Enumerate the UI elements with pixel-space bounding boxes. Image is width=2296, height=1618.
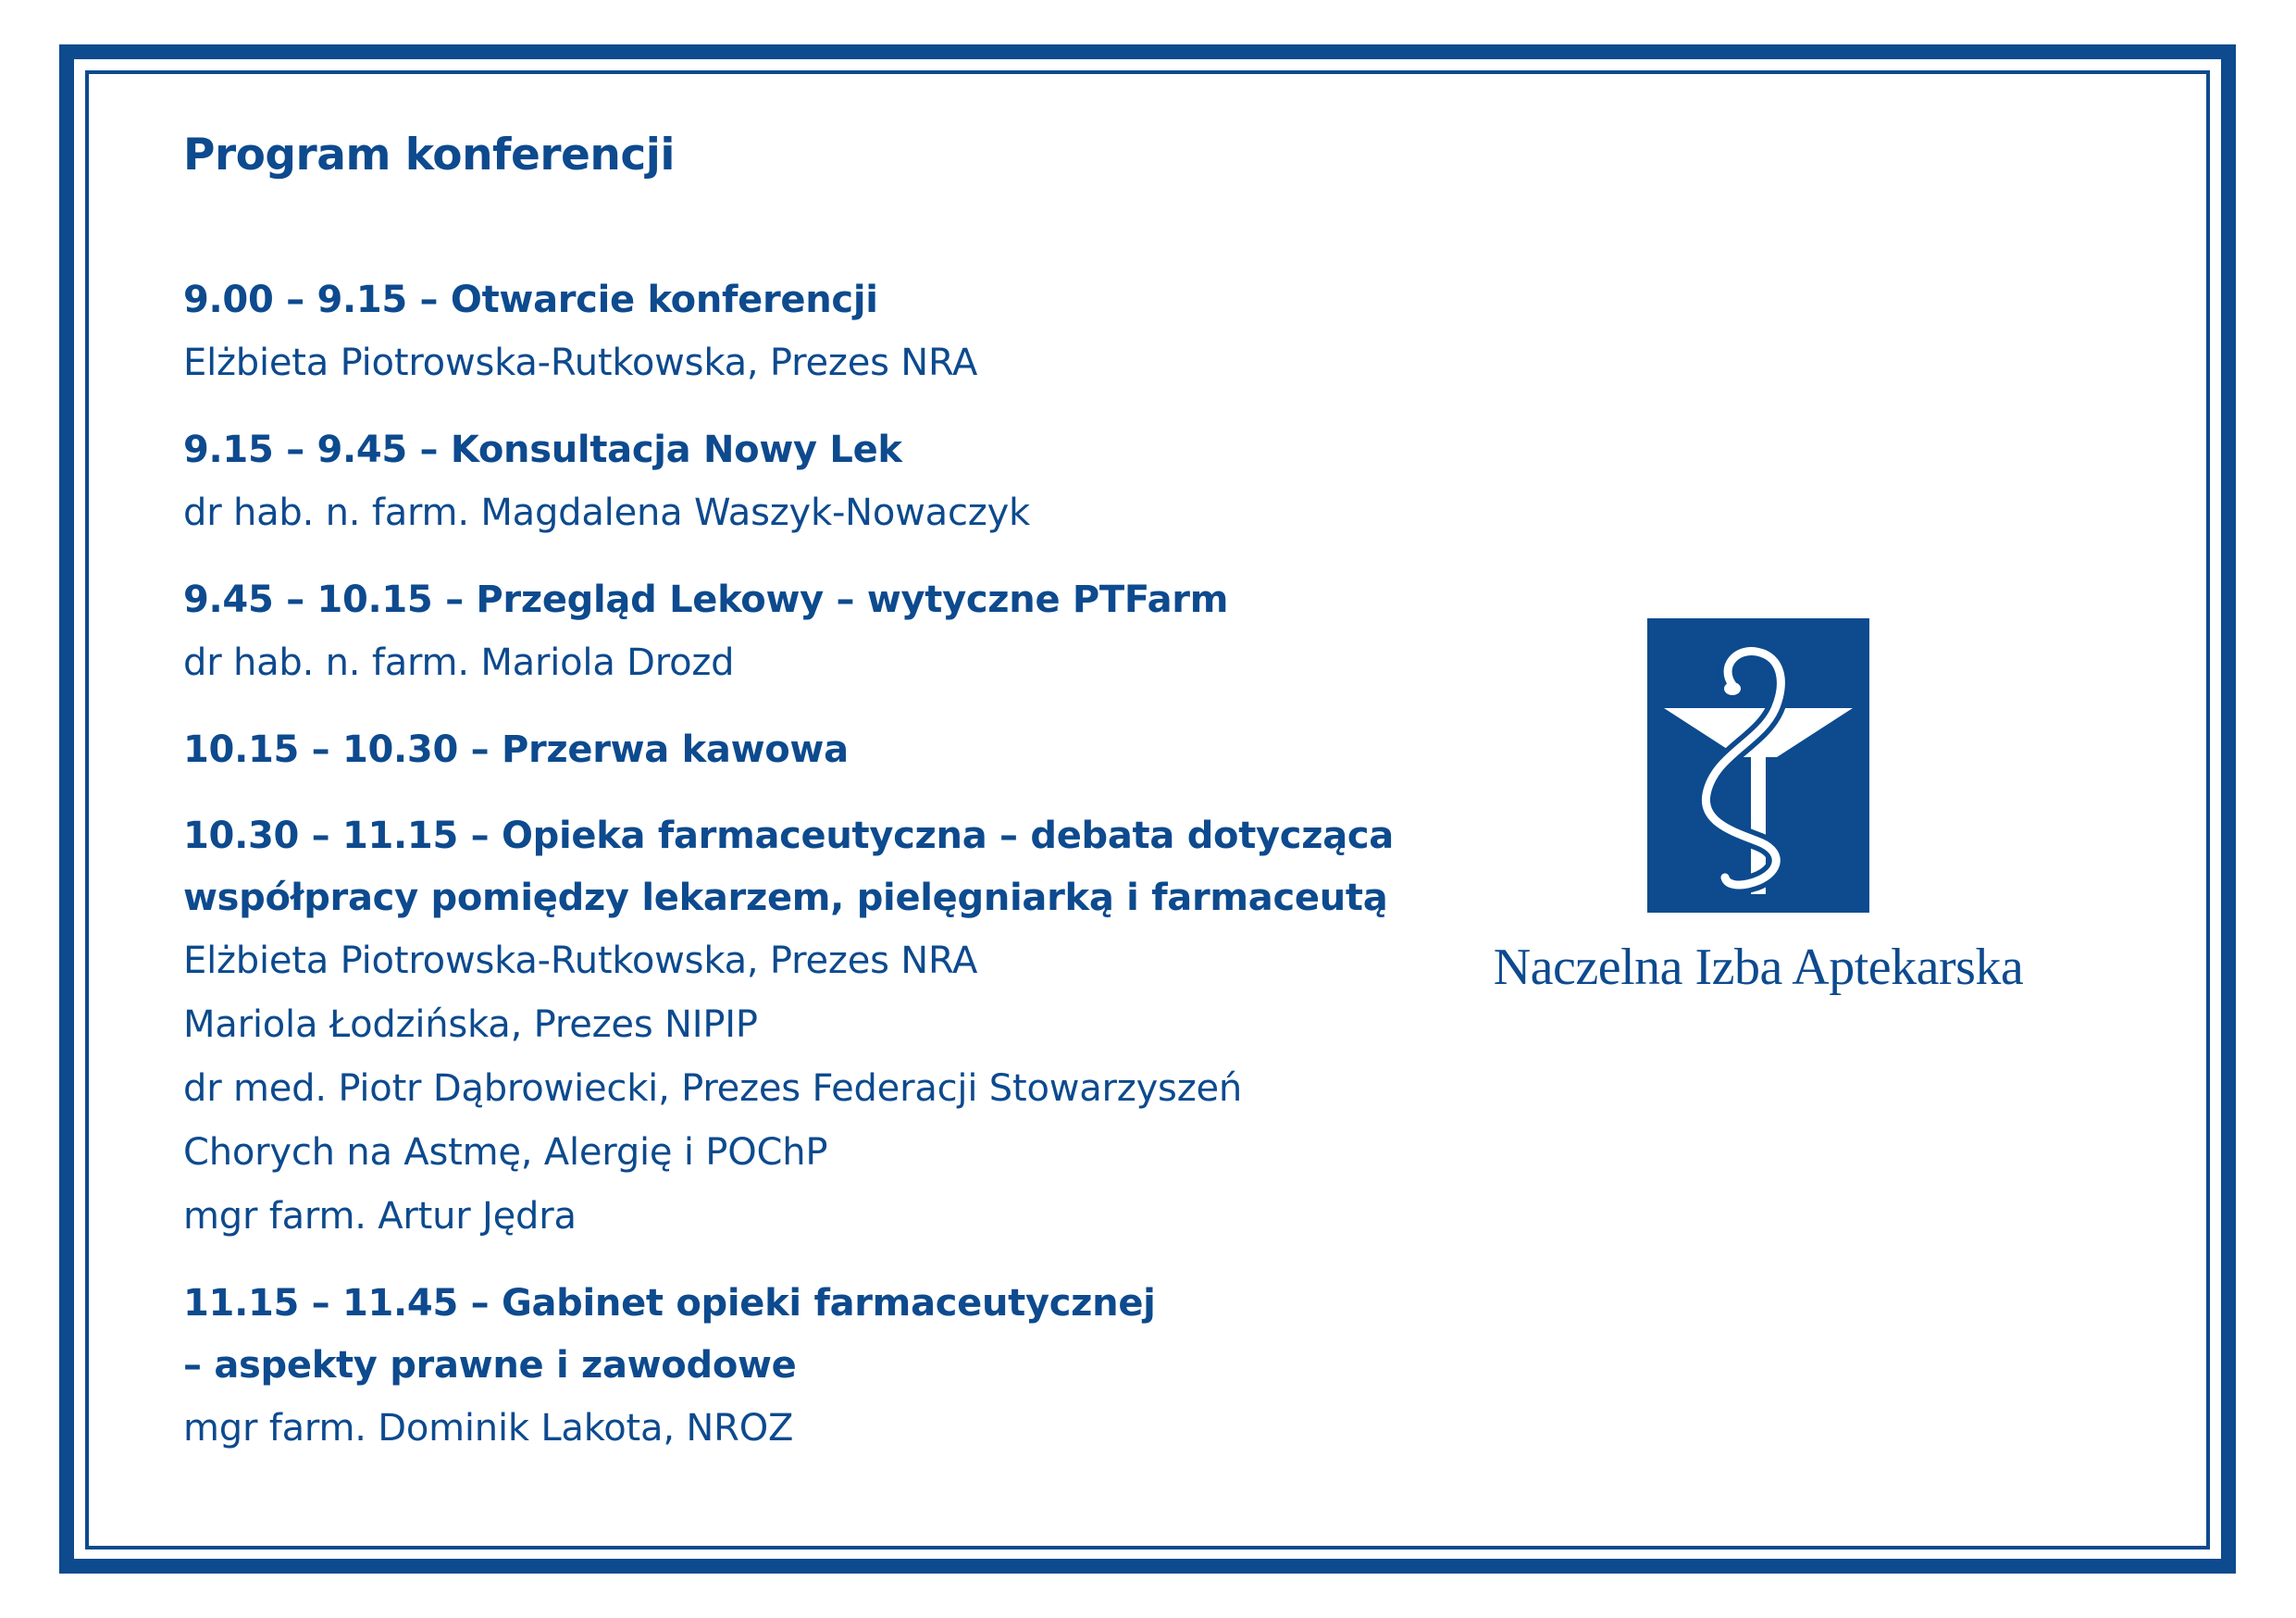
- agenda-item: [183, 805, 1414, 1249]
- agenda-heading-continued: współpracy pomiędzy lekarzem, pielęgniarką i farmaceutą: [183, 877, 1388, 919]
- agenda-item: [183, 419, 1414, 545]
- agenda-speaker: dr med. Piotr Dąbrowiecki, Prezes Federacji Stowarzyszeń: [183, 1067, 1243, 1110]
- agenda-heading: 10.15 – 10.30 – Przerwa kawowa: [183, 728, 849, 771]
- page-title: Program konferencji: [183, 130, 675, 180]
- agenda-item: [183, 569, 1414, 695]
- agenda-item: [183, 269, 1414, 395]
- logo: [1453, 618, 2064, 1000]
- agenda-speaker-continued: Chorych na Astmę, Alergię i POChP: [183, 1131, 828, 1174]
- logo-name: Naczelna Izba Aptekarska: [1493, 939, 2024, 996]
- agenda-speaker: Elżbieta Piotrowska-Rutkowska, Prezes NRA: [183, 940, 978, 982]
- agenda-speaker: dr hab. n. farm. Mariola Drozd: [183, 641, 735, 684]
- agenda-heading: 10.30 – 11.15 – Opieka farmaceutyczna – debata dotycząca: [183, 815, 1394, 857]
- agenda-heading: 9.15 – 9.45 – Konsultacja Nowy Lek: [183, 429, 902, 471]
- bowl-of-hygieia-icon: [1647, 618, 1869, 913]
- agenda-speaker: mgr farm. Dominik Lakota, NROZ: [183, 1407, 794, 1450]
- agenda-speaker: Elżbieta Piotrowska-Rutkowska, Prezes NRA: [183, 342, 978, 384]
- agenda-speaker: mgr farm. Artur Jędra: [183, 1195, 577, 1238]
- agenda-heading-continued: – aspekty prawne i zawodowe: [183, 1344, 797, 1387]
- agenda-item: [183, 719, 1414, 781]
- agenda-speaker: Mariola Łodzińska, Prezes NIPIP: [183, 1003, 758, 1046]
- agenda-speaker: dr hab. n. farm. Magdalena Waszyk-Nowaczyk: [183, 492, 1031, 534]
- program-content: [183, 125, 1414, 1485]
- agenda-heading: 9.45 – 10.15 – Przegląd Lekowy – wytyczne PTFarm: [183, 579, 1229, 621]
- agenda-heading: 9.00 – 9.15 – Otwarcie konferencji: [183, 279, 878, 321]
- agenda-heading: 11.15 – 11.45 – Gabinet opieki farmaceutycznej: [183, 1282, 1156, 1325]
- agenda-item: [183, 1273, 1414, 1461]
